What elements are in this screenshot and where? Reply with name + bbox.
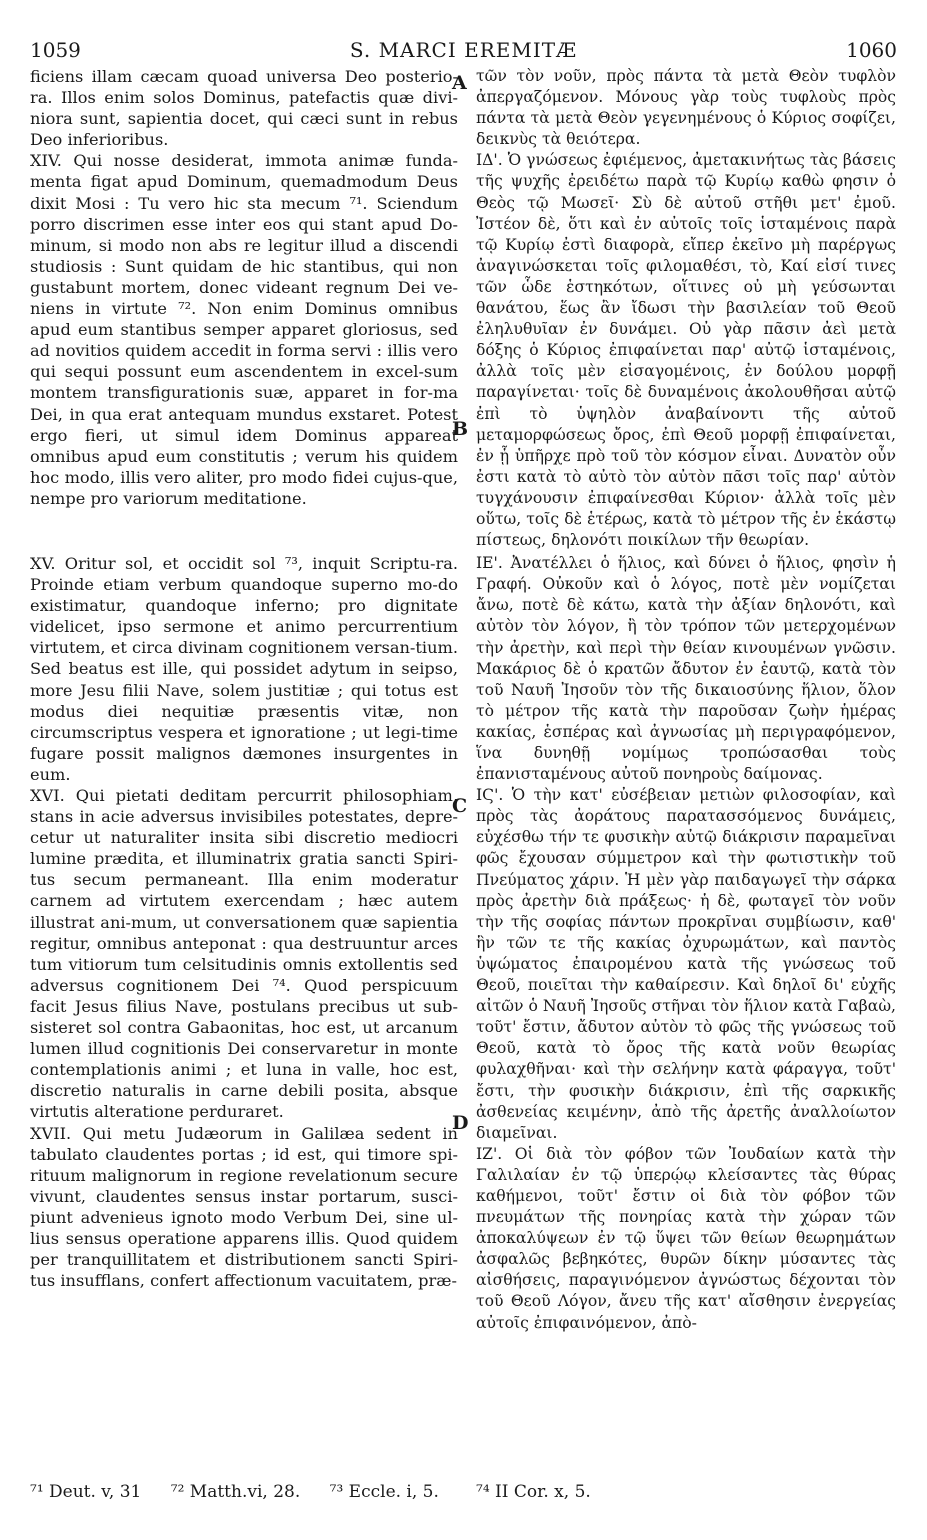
greek-paragraph: τῶν τὸν νοῦν, πρὸς πάντα τὰ μετὰ Θεὸν τυφλὸν ἀπεργαζόμενον. Μόνους γὰρ τοὺς τυφλοὺς πρὸς πάντα τὰ μετὰ Θεὸν γεγενημένους ὁ Κύριος σοφίζει, δεικνὺς τὰ θειότερα. <box>476 67 896 149</box>
footnote: ⁷³ Eccle. i, 5. <box>329 1482 439 1502</box>
latin-column <box>30 66 458 1291</box>
greek-paragraph: ΙΖ'. Οἱ διὰ τὸν φόβον τῶν Ἰουδαίων κατὰ τὴν Γαλιλαίαν ἐν τῷ ὑπερῴῳ κλείσαντες τὰς θύρας καθήμενοι, τοῦτ' ἔστιν οἱ διὰ τὸν φόβον τῶν πνευμάτων τῆς πονηρίας κατὰ τὴν χώραν τῶν ἀποκαλύψεων ἐν τῷ ὕψει τῶν θείων θεωρημάτων ἀσφαλῶς βεβηκότες, θυρῶν δίκην μύσαντες τὰς αἰσθήσεις, παραγινόμενον ἀγνώστως δέχονται τὸν τοῦ Θεοῦ Λόγον, ἄνευ τῆς κατ' αἴσθησιν ἐνεργείας αὐτοῖς ἐπιφαινόμενον, ἀπὸ- <box>476 1144 896 1332</box>
footnote: ⁷² Matth.vi, 28. <box>170 1482 301 1502</box>
greek-column <box>476 66 896 1334</box>
greek-paragraph: ΙΕ'. Ἀνατέλλει ὁ ἥλιος, καὶ δύνει ὁ ἥλιος, φησὶν ἡ Γραφή. Οὐκοῦν καὶ ὁ λόγος, ποτὲ μὲν νομίζεται ἄνω, ποτὲ δὲ κάτω, κατὰ τὴν ἀξίαν δηλονότι, καὶ αὐτὸν τὸν λόγον, ἢ τὸν τρόπον τῶν μετερχομένων τὴν ἀρετὴν, καὶ περὶ τὴν θείαν κινουμένων γνῶσιν. Μακάριος δὲ ὁ κρατῶν ἄδυτον ἐν ἑαυτῷ, κατὰ τὸν τοῦ Ναυῆ Ἰησοῦν τὸν τῆς δικαιοσύνης ἥλιον, ὅλον τὸ μέτρον τῆς κατὰ τὴν παροῦσαν ζωὴν ἡμέρας κακίας, ἑσπέρας καὶ ἀγνωσίας μὴ περιγραφόμενον, ἵνα δυνηθῇ νομίμως τροπώσασθαι τοὺς ἐπανισταμένους αὐτοῦ πονηροὺς δαίμονας. <box>476 554 896 784</box>
margin-letter: C <box>452 795 468 817</box>
latin-paragraph: XVII. Qui metu Judæorum in Galilæa sedent in tabulato claudentes portas ; id est, qui timore spi-rituum malignorum in regione revelationum secure vivunt, claudentes sensus instar portarum, susci-piunt advenieus ignoto modo Verbum Dei, sine ul-lius sensus operatione apparens illis. Quod quidem per tranquillitatem et distributionem sancti Spiri-tus insufflans, confert affectionum vacuitatem, præ- <box>30 1123 458 1291</box>
footnotes-left <box>30 1482 463 1502</box>
margin-letter: D <box>452 1112 469 1134</box>
running-title: S. MARCI EREMITÆ <box>349 38 578 62</box>
footnotes-right <box>476 1482 615 1502</box>
margin-letter: B <box>452 418 469 440</box>
latin-paragraph: XV. Oritur sol, et occidit sol ⁷³, inquit Scriptu-ra. Proinde etiam verbum quandoque superno mo-do existimatur, quandoque inferno; pro dignitate videlicet, ipso sermone et animo percurrentium virtutem, et circa divinam cognitionem versan-tium. Sed beatus est ille, qui possidet adytum in seipso, more Jesu filii Nave, solem justitiæ ; qui totus est modus diei nequitiæ præsentis vitæ, non circumscriptus vespera et ignoratione ; ut legi-time fugare possit malignos dæmones insurgentes in eum. <box>30 553 458 784</box>
latin-paragraph: XIV. Qui nosse desiderat, immota animæ funda-menta figat apud Dominum, quemadmodum Deus dixit Mosi : Tu vero hic sta mecum ⁷¹. Sciendum porro discrimen esse inter eos qui stant apud Do-minum, si modo non abs re legitur illud a discendi studiosis : Sunt quidam de hic stantibus, qui non gustabunt mortem, donec videant regnum Dei ve-niens in virtute ⁷². Non enim Dominus omnibus apud eum stantibus semper apparet gloriosus, sed ad novitios quidem accedit in forma servi : illis vero qui sequi possunt eum ascendentem in excel-sum montem transfigurationis suæ, apparet in for-ma Dei, in qua erat antequam mundus exstaret. Potest ergo fieri, ut simul idem Dominus appareat omnibus apud eum constitutis ; verum his quidem hoc modo, illis vero aliter, pro modo fidei cujus-que, nempe pro variorum meditatione. <box>30 151 458 508</box>
footnote: ⁷¹ Deut. v, 31 <box>30 1482 142 1502</box>
greek-paragraph: ΙϚ'. Ὁ τὴν κατ' εὐσέβειαν μετιὼν φιλοσοφίαν, καὶ πρὸς τὰς ἀοράτους παρατασσόμενος δυνάμεις, εὐχέσθω τήν τε φυσικὴν αὐτῷ διάκρισιν παραμεῖναι φῶς ἔχουσαν σύμμετρον καὶ τὴν φωτιστικὴν τοῦ Πνεύματος χάριν. Ἡ μὲν γὰρ παιδαγωγεῖ τὴν σάρκα πρὸς ἀρετὴν διὰ πράξεως· ἡ δὲ, φωταγεῖ τὸν νοῦν τὴν τῆς σοφίας πάντων προκρῖναι συμβίωσιν, καθ' ἣν τῶν τε τῆς κακίας ὀχυρωμάτων, καὶ παντὸς ὑψώματος ἐπαιρομένου κατὰ τῆς γνώσεως τοῦ Θεοῦ, ποιεῖται τὴν καθαίρεσιν. Καὶ δηλοῖ δι' εὐχῆς αἰτῶν ὁ Ναυῆ Ἰησοῦς στῆναι τὸν ἥλιον κατὰ Γαβαὼ, τοῦτ' ἔστιν, ἄδυτον αὐτὸν τὸ φῶς τῆς γνώσεως τοῦ Θεοῦ, κατὰ τὸ ὄρος τῆς κατὰ νοῦν θεωρίας φυλαχθῆναι· καὶ τὴν σελήνην κατὰ φάραγγα, τοῦτ' ἔστι, τὴν φυσικὴν διάκρισιν, ἐπὶ τῆς σαρκικῆς ἀσθενείας κειμένην, ἀπὸ τῆς ἀρετῆς ἀναλλοίωτον διαμεῖναι. <box>476 786 896 1142</box>
latin-paragraph: ficiens illam cæcam quoad universa Deo posterio-ra. Illos enim solos Dominus, patefactis quæ divi-niora sunt, sapientia docet, qui cæci sunt in rebus Deo inferioribus. <box>30 67 458 150</box>
page-number-right: 1060 <box>846 38 897 62</box>
margin-letter: A <box>452 72 467 94</box>
latin-paragraph: XVI. Qui pietati deditam percurrit philosophiam, stans in acie adversus invisibiles potestates, depre-cetur ut naturaliter insita sibi discretio mediocri lumine prædita, et illuminatrix gratia sancti Spiri-tus secum permaneant. Illa enim moderatur carnem ad virtutem exercendam ; hæc autem illustrat ani-mum, ut conversationem quæ sapientia regitur, omnibus anteponat : qua destruuntur arces tum vitiorum tum celsitudinis omnis extollentis sed adversus cognitionem Dei ⁷⁴. Quod perspicuum facit Jesus filius Nave, postulans precibus ut sub-sisteret sol contra Gabaonitas, hoc est, ut arcanum lumen illud cognitionis Dei conservaretur in monte contemplationis animi ; et luna in valle, hoc est, discretio naturalis in carne debili posita, absque virtutis alteratione perduraret. <box>30 786 458 1122</box>
page-number-left: 1059 <box>30 38 81 62</box>
footnote: ⁷⁴ II Cor. x, 5. <box>476 1482 591 1502</box>
page-header <box>30 38 897 68</box>
greek-paragraph: ΙΔ'. Ὁ γνώσεως ἐφιέμενος, ἀμετακινήτως τὰς βάσεις τῆς ψυχῆς ἐρειδέτω παρὰ τῷ Κυρίῳ καθὼ φησιν ὁ Θεὸς τῷ Μωσεῖ· Σὺ δὲ αὐτοῦ στῆθι μετ' ἐμοῦ. Ἰστέον δὲ, ὅτι καὶ ἐν αὐτοῖς τοῖς ἱσταμένοις παρὰ τῷ Κυρίῳ ἐστὶ διαφορὰ, εἴπερ ἐκεῖνο μὴ παρέργως ἀναγινώσκεται τοῖς φιλομαθέσι, τὸ, Καί εἰσί τινες τῶν ὧδε ἑστηκότων, οἵτινες οὐ μὴ γεύσωνται θανάτου, ἕως ἂν ἴδωσι τὴν βασιλείαν τοῦ Θεοῦ ἐληλυθυῖαν ἐν δυνάμει. Οὐ γὰρ πᾶσιν ἀεὶ μετὰ δόξης ὁ Κύριος ἐπιφαίνεται παρ' αὐτῷ ἱσταμένοις, ἀλλὰ τοῖς μὲν εἰσαγομένοις, ἐν δούλου μορφῇ παραγίνεται· τοῖς δὲ δυναμένοις ἀκολουθῆσαι αὐτῷ ἐπὶ τὸ ὑψηλὸν ἀναβαίνοντι τῆς αὐτοῦ μεταμορφώσεως ὄρος, ἐπὶ Θεοῦ μορφῇ ἐπιφαίνεται, ἐν ᾗ ὑπῆρχε πρὸ τοῦ τὸν κόσμον εἶναι. Δυνατὸν οὖν ἐστι κατὰ τὸ αὐτὸ τὸν αὐτὸν πᾶσι τοῖς παρ' αὐτὸν τυγχάνουσιν ἐπιφαίνεσθαι Κύριον· ἀλλὰ τοῖς μὲν οὕτω, τοῖς δὲ ἑτέρως, κατὰ τὸ μέτρον τῆς ἐν ἑκάστῳ πίστεως, δηλονότι ποικίλων τῆν θεωρίαν. <box>476 151 896 550</box>
